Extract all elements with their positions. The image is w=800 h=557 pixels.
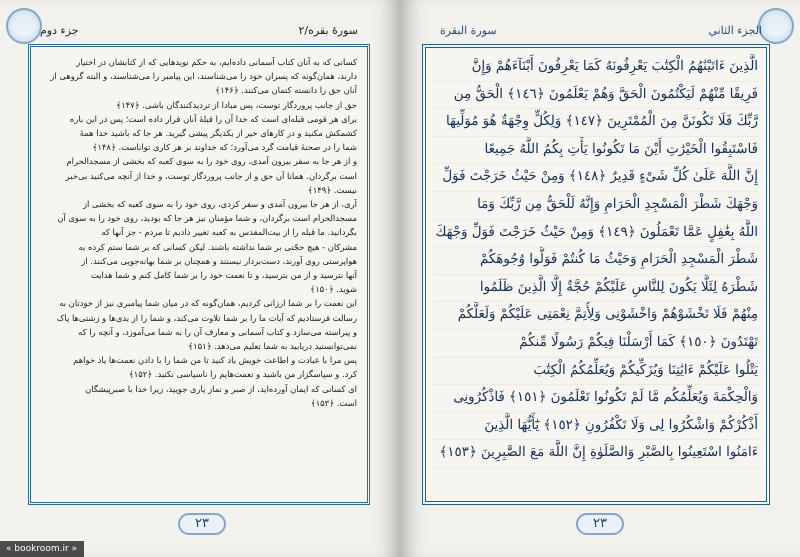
translation-line: این نعمت را بر شما ارزانی کردیم، همان‌گونه که در میان شما پیامبری نیز از خودتان به	[59, 298, 357, 309]
verse-line: فَرِيقًا مِّنْهُمْ لَيَكْتُمُونَ الْحَقَّ وَهُمْ يَعْلَمُونَ ﴿١٤٦﴾ الْحَقُّ مِن	[434, 82, 758, 110]
translation-line: حق از جانب پروردگار توست، پس مبادا از تردیدکنندگان باشی. ﴿۱۴۷﴾	[116, 99, 357, 110]
translation-line: آری، از هر جا بیرون آمدی و سفر کردی، روی خود را به سوی کعبه که بخشی از	[82, 199, 357, 210]
quran-page	[400, 0, 800, 557]
translation-line: هواپرستی روی آورند، دست‌بردار نیستند و همچنان بر شما بهانه‌جویی می‌کنند. از	[81, 255, 357, 266]
translation-line: کرد. و سپاسگزار من باشید و نعمت‌هایم را ناسپاسی نکنید. ﴿۱۵۲﴾	[128, 369, 357, 380]
translation-line: مشرکان - هیچ حجّتی بر شما نداشته باشند. لیکن کسانی که بر شما ستم کرده به	[78, 241, 357, 252]
quran-text	[434, 54, 758, 468]
translation-line: بگردانید. ما قبله را از بیت‌المقدس به کعبه تغییر دادیم تا مردم - جز آنها که	[101, 227, 357, 238]
verse-line: ءَامَنُوا اسْتَعِينُوا بِالصَّبْرِ وَالصَّلَوٰةِ إِنَّ اللَّهَ مَعَ الصَّٰبِرِينَ ﴿١٥٣﴾	[434, 440, 758, 468]
site-watermark: « bookroom.ir »	[0, 541, 84, 557]
verse-line: يَتْلُوا عَلَيْكُمْ ءَايَٰتِنَا وَيُزَكِّيكُمْ وَيُعَلِّمُكُمُ الْكِتَٰبَ	[434, 358, 758, 386]
quran-frame	[422, 44, 770, 505]
translation-line: و از هر جا به سفر بیرون آمدی، روی خود را به سوی کعبه که بخشی از مسجدالحرام	[66, 156, 357, 167]
translation-line: آنان حق را دانسته کتمان می‌کنند. ﴿۱۴۶﴾	[215, 85, 357, 96]
translation-text	[41, 55, 357, 410]
page-header	[440, 20, 762, 40]
verse-line: فَاسْتَبِقُوا الْخَيْرَٰتِ أَيْنَ مَا تَكُونُوا يَأْتِ بِكُمُ اللَّهُ جَمِيعًا	[434, 137, 758, 165]
page-ornament-badge	[758, 8, 794, 44]
verse-line: وَالْحِكْمَةَ وَيُعَلِّمُكُم مَّا لَمْ تَكُونُوا تَعْلَمُونَ ﴿١٥١﴾ فَاذْكُرُونِى	[434, 385, 758, 413]
translation-line: است. ﴿۱۵۳﴾	[310, 397, 357, 408]
verse-line: الَّذِينَ ءَاتَيْنَٰهُمُ الْكِتَٰبَ يَعْرِفُونَهُ كَمَا يَعْرِفُونَ أَبْنَآءَهُمْ وَإِنَّ	[434, 54, 758, 82]
translation-line: کسانی که به آنان کتاب آسمانی داده‌ایم، به حکم نویدهایی که از کتابشان در اختیار	[76, 57, 357, 67]
verse-line: رَّبِّكَ فَلَا تَكُونَنَّ مِنَ الْمُمْتَرِينَ ﴿١٤٧﴾ وَلِكُلٍّ وِجْهَةٌ هُوَ مُوَلِّيهَا	[434, 109, 758, 137]
translation-line: پس مرا با عبادت و اطاعت خویش یاد کنید تا من شما را با دادن نعمت‌ها یاد خواهم	[73, 355, 357, 366]
translation-line: دارند، همان‌گونه که پسران خود را می‌شناسند، این پیامبر را می‌شناسند، و البته گروهی از	[50, 71, 357, 82]
translation-line: رسالت فرستادیم که آیات ما را بر شما تلاوت می‌کند، و شما را از بدی‌ها و زشتی‌ها پاک	[56, 312, 357, 323]
page-header	[40, 20, 358, 40]
translation-line: ای کسانی که ایمان آورده‌اید، از صبر و نماز یاری جویید، زیرا خدا با صبرپیشگان	[85, 383, 357, 394]
juz-label: جزء دوم	[40, 23, 79, 37]
translation-line: آنها نترسید و از من بترسید، و تا نعمت خود را بر شما کامل کنم و شما هدایت	[90, 270, 357, 281]
translation-line: شوید. ﴿۱۵۰﴾	[310, 284, 357, 295]
verse-line: مِنْهُمْ فَلَا تَخْشَوْهُمْ وَاخْشَوْنِى وَلِأُتِمَّ نِعْمَتِى عَلَيْكُمْ وَلَعَلَّكُمْ	[434, 302, 758, 330]
surah-label: سورهٔ بقره/۲	[298, 23, 358, 37]
translation-line: مسجدالحرام است برگردان، و شما مؤمنان نیز هر جا که بودید، روی خود را به سوی آن	[57, 213, 357, 224]
juz-title: الجزء الثاني	[708, 23, 762, 37]
page-number: ۲۳	[576, 513, 624, 535]
translation-line: است برگردان. همانا آن حق و از جانب پروردگار توست، و خدا از آنچه می‌کنید بی‌خبر	[65, 170, 357, 181]
page-number: ۲۳	[178, 513, 226, 535]
verse-line: تَهْتَدُونَ ﴿١٥٠﴾ كَمَا أَرْسَلْنَا فِيكُمْ رَسُولًا مِّنكُمْ	[434, 330, 758, 358]
translation-line: شما را در صحنهٔ قیامت گرد می‌آورد؛ که خداوند بر هر کاری تواناست. ﴿۱۴۸﴾	[92, 142, 357, 153]
translation-line: نیست. ﴿۱۴۹﴾	[307, 184, 357, 195]
verse-line: اللَّهُ بِغَٰفِلٍ عَمَّا تَعْمَلُونَ ﴿١٤٩﴾ وَمِنْ حَيْثُ خَرَجْتَ فَوَلِّ وَجْهَكَ	[434, 220, 758, 248]
surah-title: سورة البقرة	[440, 23, 497, 37]
translation-line: نمی‌توانستید دریابید به شما تعلیم می‌دهد. ﴿۱۵۱﴾	[188, 341, 357, 352]
translation-frame	[28, 44, 370, 505]
verse-line: شَطْرَ الْمَسْجِدِ الْحَرَامِ وَحَيْثُ مَا كُنتُمْ فَوَلُّوا وُجُوهَكُمْ	[434, 247, 758, 275]
translation-line: کشمکش مکنید و در کارهای خیر از یکدیگر پیشی گیرید. هر جا که باشید خدا همهٔ	[79, 128, 357, 139]
verse-line: وَجْهَكَ شَطْرَ الْمَسْجِدِ الْحَرَامِ وَإِنَّهُ لَلْحَقُّ مِن رَّبِّكَ وَمَا	[434, 192, 758, 220]
page-ornament-badge	[6, 8, 42, 44]
translation-line: و پیراسته می‌سازد و کتاب آسمانی و معارف آن را به شما می‌آموزد، و آنچه را که	[78, 326, 357, 337]
translation-line: برای هر قومی قبله‌ای است که خدا آن را قبلهٔ آنان قرار داده است؛ پس در این باره	[69, 113, 357, 124]
verse-line: إِنَّ اللَّهَ عَلَىٰ كُلِّ شَىْءٍ قَدِيرٌ ﴿١٤٨﴾ وَمِنْ حَيْثُ خَرَجْتَ فَوَلِّ	[434, 164, 758, 192]
verse-line: أَذْكُرْكُمْ وَاشْكُرُوا لِى وَلَا تَكْفُرُونِ ﴿١٥٢﴾ يَٰٓأَيُّهَا الَّذِينَ	[434, 413, 758, 441]
verse-line: شَطْرَهُ لِئَلَّا يَكُونَ لِلنَّاسِ عَلَيْكُمْ حُجَّةٌ إِلَّا الَّذِينَ ظَلَمُوا	[434, 275, 758, 303]
